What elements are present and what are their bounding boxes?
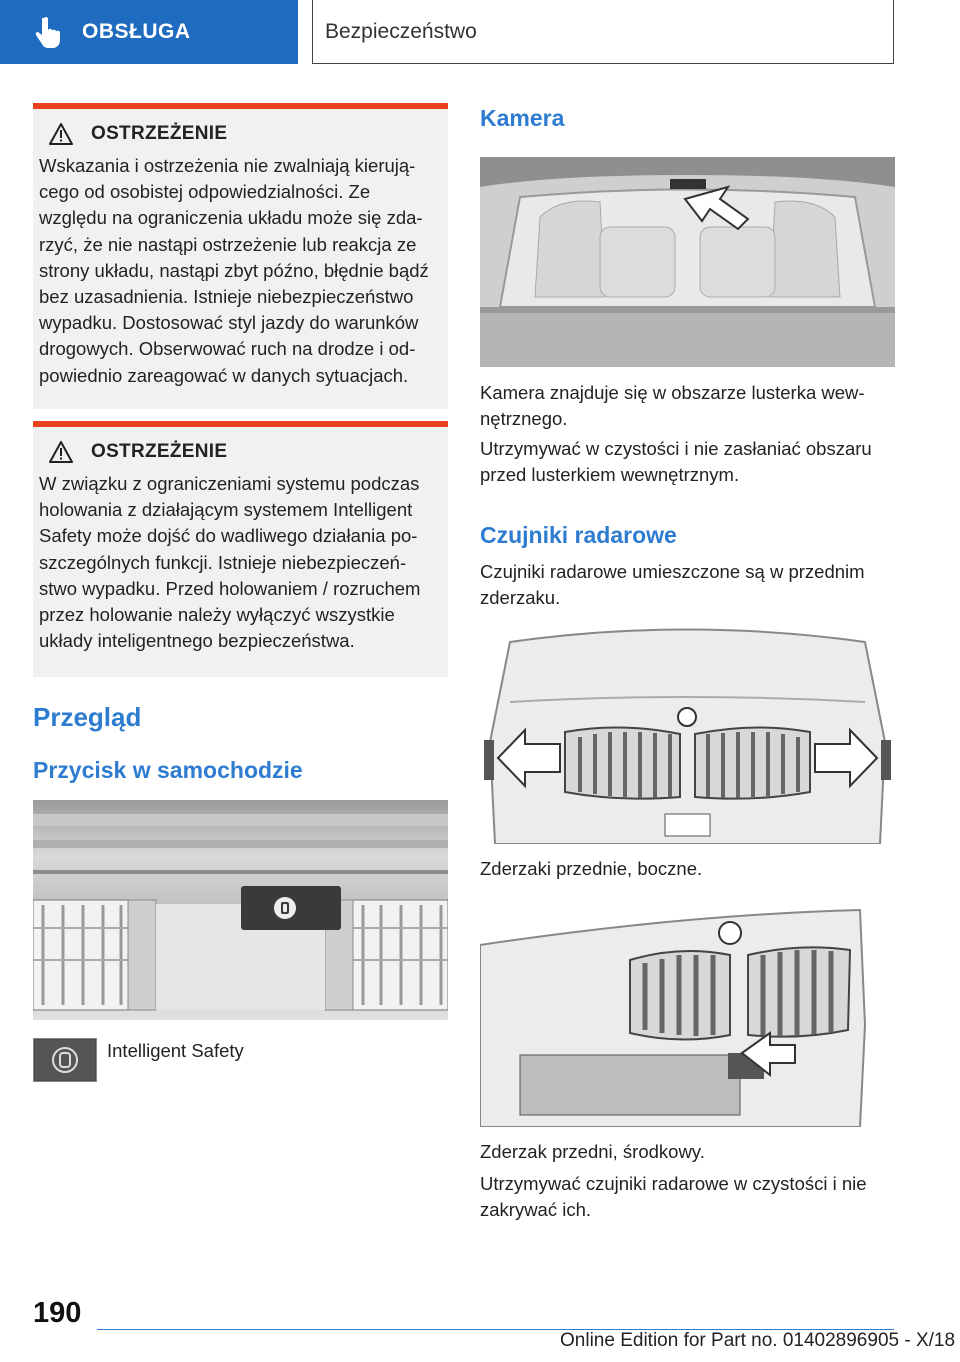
intelligent-safety-icon (33, 1038, 97, 1082)
front-center-sensor-image (480, 905, 895, 1127)
warning-triangle-icon (49, 441, 73, 463)
chapter-title: Bezpieczeństwo (325, 19, 477, 43)
camera-image (480, 157, 895, 367)
button-caption: Intelligent Safety (107, 1040, 244, 1061)
warning-triangle-icon (49, 123, 73, 145)
warning-box-1 (33, 103, 448, 409)
section-heading: Przegląd (33, 702, 142, 732)
camera-paragraph-2: Utrzymywać w czystości i nie zasłaniać obszaru przed lusterkiem wewnętrznym. (480, 438, 872, 485)
dashboard-button-image (33, 800, 448, 1020)
radar-heading: Czujniki radarowe (480, 522, 677, 548)
warning-text: W związku z ograniczeniami systemu podczas holowania z działającym systemem Intelligent Safety może dojść do wadliwego działania po-szczególnych funkcji. Istnieje niebezpieczeń-stwo wypadku. Przed holowaniem / rozruchem przez holowanie należy wyłączyć wszystkie układy inteligentnego bezpieczeństwa. (39, 473, 421, 652)
section-tab[interactable] (0, 0, 298, 64)
warning-box-2 (33, 421, 448, 677)
caption-front-side: Zderzaki przednie, boczne. (480, 858, 703, 879)
radar-paragraph-1: Czujniki radarowe umieszczone są w przednim zderzaku. (480, 561, 865, 608)
camera-heading: Kamera (480, 105, 565, 131)
warning-title: OSTRZEŻENIE (91, 441, 228, 462)
camera-paragraph-1: Kamera znajduje się w obszarze lusterka wew-nętrznego. (480, 382, 865, 429)
footer-edition-text: Online Edition for Part no. 01402896905 - X/18 (560, 1330, 956, 1351)
section-label: OBSŁUGA (82, 20, 191, 43)
subsection-heading: Przycisk w samochodzie (33, 757, 303, 783)
radar-paragraph-2: Utrzymywać czujniki radarowe w czystości i nie zakrywać ich. (480, 1173, 867, 1220)
front-side-sensors-image (480, 622, 895, 844)
chapter-header (312, 0, 894, 64)
caption-front-center: Zderzak przedni, środkowy. (480, 1141, 705, 1162)
page-number: 190 (33, 1297, 82, 1329)
warning-title: OSTRZEŻENIE (91, 123, 228, 144)
hand-pointer-icon (30, 14, 66, 50)
warning-text: Wskazania i ostrzeżenia nie zwalniają kierują-cego od osobistej odpowiedzialności. Ze względu na ograniczenia układu może się zda-rzyć, że nie nastąpi ostrzeżenie lub reakcja ze strony układu, nastąpi zbyt późno, błędnie bądź bez uzasadnienia. Istnieje niebezpieczeństwo wypadku. Dostosować styl jazdy do warunków drogowych. Obserwować ruch na drodze i od-powiednio zareagować w danych sytuacjach. (39, 155, 429, 386)
